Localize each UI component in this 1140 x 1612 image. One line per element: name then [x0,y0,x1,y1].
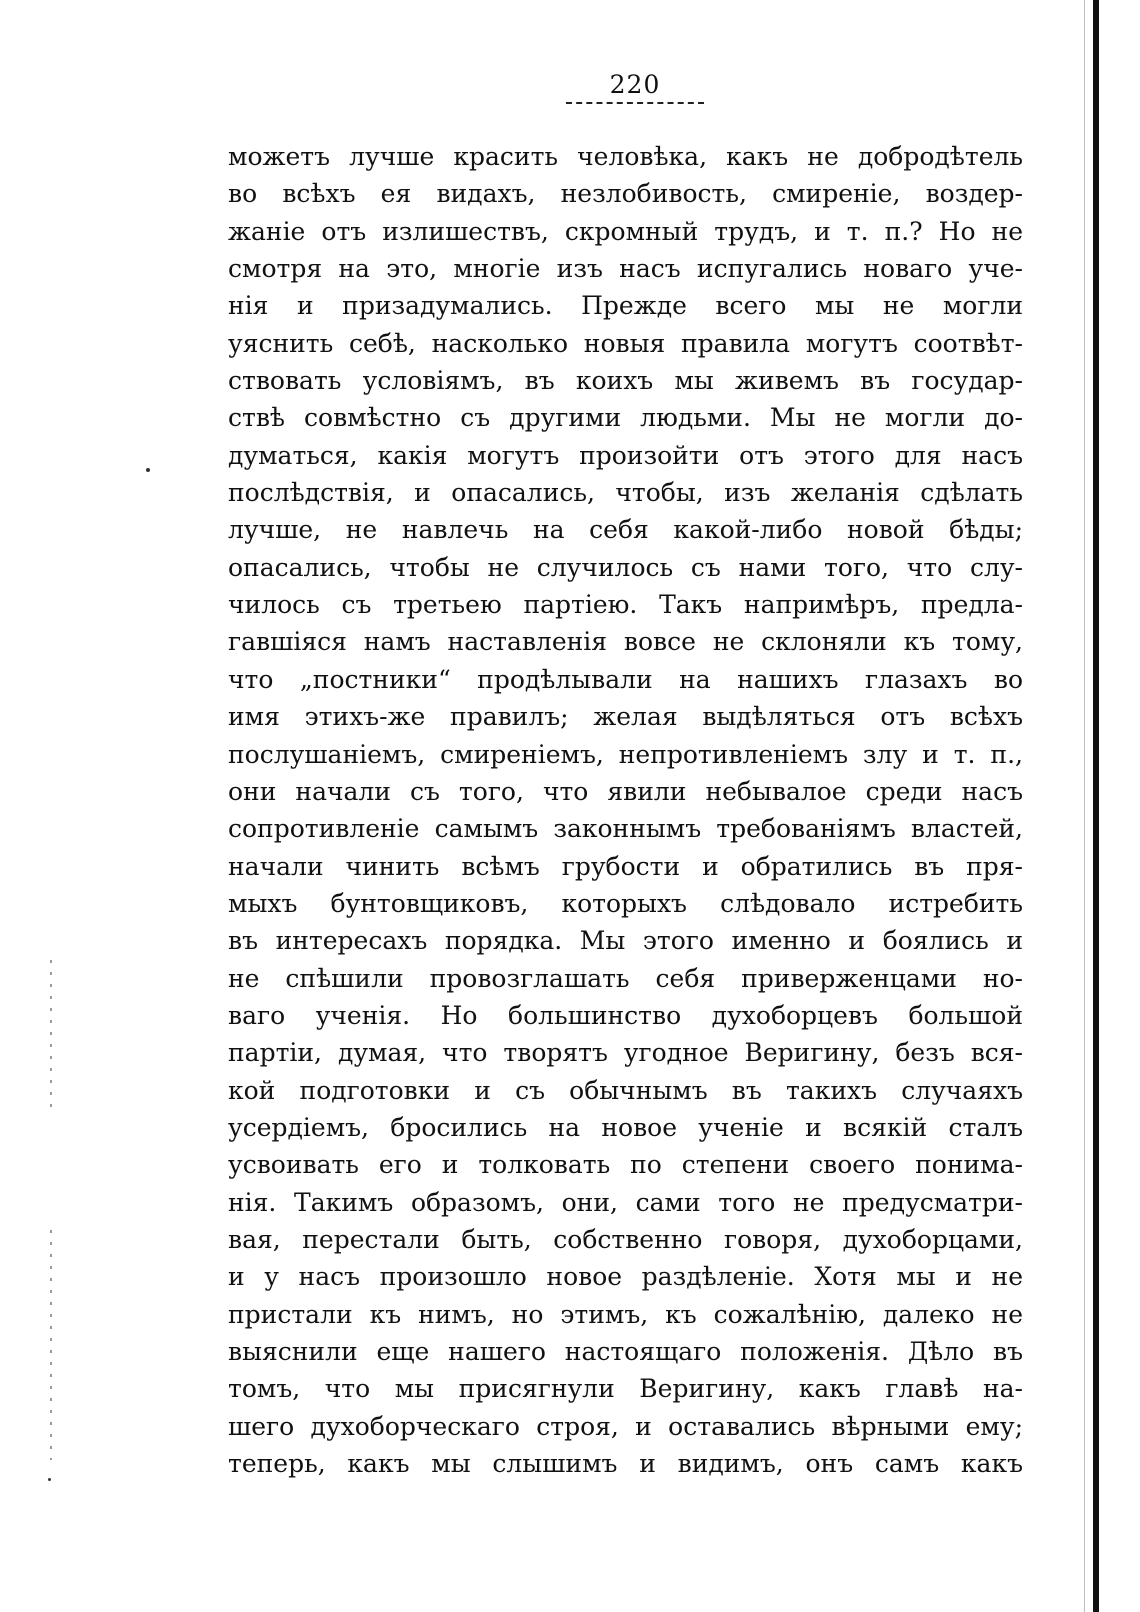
text-line: думаться, какія могутъ произойти отъ этого для насъ [228,440,1023,470]
text-line: смотря на это, многіе изъ насъ испугались новаго уче- [228,254,1023,284]
text-line: что „постники“ продѣлывали на нашихъ глазахъ во [228,664,1023,694]
margin-scan-marks [50,1230,52,1460]
text-line: партіи, думая, что творятъ угодное Веригину, безъ вся- [228,1038,1023,1068]
text-line: ствѣ совмѣстно съ другими людьми. Мы не могли до- [228,403,1023,433]
text-line: кой подготовки и съ обычнымъ въ такихъ случаяхъ [228,1075,1023,1105]
text-line: чилось съ третьею партіею. Такъ напримѣръ, предла- [228,590,1023,620]
text-line: нія. Такимъ образомъ, они, сами того не предусматри- [228,1187,1023,1217]
text-line: гавшіяся намъ наставленія вовсе не склоняли къ тому, [228,627,1023,657]
text-line: вая, перестали быть, собственно говоря, духоборцами, [228,1224,1023,1254]
text-line: ваго ученія. Но большинство духоборцевъ большой [228,1000,1023,1030]
margin-scan-marks [50,960,52,1110]
text-line: они начали съ того, что явили небывалое среди насъ [228,776,1023,806]
page-binding-edge [1093,0,1099,1612]
text-line: уяснить себѣ, насколько новыя правила могутъ соотвѣт- [228,328,1023,358]
scan-speck [48,1478,51,1481]
page-number-rule [566,102,704,104]
page-edge-shadow [1084,0,1085,1612]
text-line: начали чинить всѣмъ грубости и обратились въ пря- [228,851,1023,881]
text-line: лучше, не навлечь на себя какой-либо новой бѣды; [228,515,1023,545]
text-line: во всѣхъ ея видахъ, незлобивость, смиреніе, воздер- [228,179,1023,209]
text-line: послѣдствія, и опасались, чтобы, изъ желанія сдѣлать [228,478,1023,508]
text-line: и у насъ произошло новое раздѣленіе. Хотя мы и не [228,1262,1023,1292]
text-line: жаніе отъ излишествъ, скромный трудъ, и т. п.? Но не [228,216,1023,246]
text-line: теперь, какъ мы слышимъ и видимъ, онъ самъ какъ [228,1449,1023,1479]
text-line: томъ, что мы присягнули Веригину, какъ главѣ на- [228,1374,1023,1404]
text-line: усердіемъ, бросились на новое ученіе и всякій сталъ [228,1112,1023,1142]
text-line: нія и призадумались. Прежде всего мы не могли [228,291,1023,321]
text-line: опасались, чтобы не случилось съ нами того, что слу- [228,552,1023,582]
text-line: выяснили еще нашего настоящаго положенія. Дѣло въ [228,1337,1023,1366]
page-header [565,68,705,104]
text-line: пристали къ нимъ, но этимъ, къ сожалѣнію, далеко не [228,1299,1023,1329]
text-line: ствовать условіямъ, въ коихъ мы живемъ въ государ- [228,366,1023,396]
text-line: сопротивленіе самымъ законнымъ требованіямъ властей, [228,814,1023,844]
text-line: шего духоборческаго строя, и оставались вѣрными ему; [228,1411,1023,1441]
body-text [228,138,1023,1482]
text-line: мыхъ бунтовщиковъ, которыхъ слѣдовало истребить [228,888,1023,918]
scan-speck [146,468,150,472]
text-line: можетъ лучше красить человѣка, какъ не добродѣтель [228,142,1023,171]
text-line: имя этихъ-же правилъ; желая выдѣляться отъ всѣхъ [228,702,1023,732]
text-line: послушаніемъ, смиреніемъ, непротивленіемъ злу и т. п., [228,739,1023,769]
text-line: не спѣшили провозглашать себя приверженцами но- [228,963,1023,993]
text-line: въ интересахъ порядка. Мы этого именно и боялись и [228,926,1023,956]
page-number: 220 [609,70,661,99]
text-line: усвоивать его и толковать по степени своего понима- [228,1150,1023,1180]
